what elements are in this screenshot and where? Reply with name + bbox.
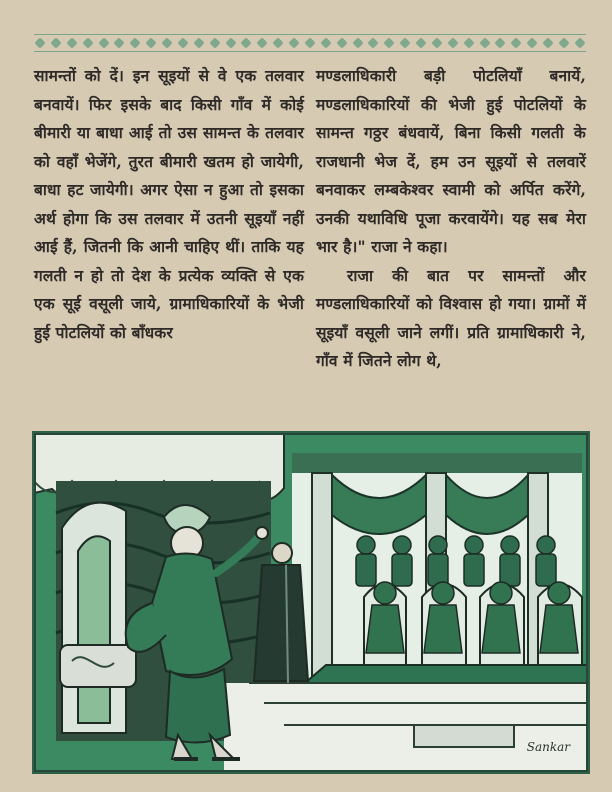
text-columns bbox=[34, 62, 586, 410]
border-motif-icon bbox=[209, 37, 221, 49]
border-motif-icon bbox=[177, 37, 189, 49]
artist-signature: Sankar bbox=[526, 740, 570, 754]
border-motif-icon bbox=[431, 37, 443, 49]
border-motif-icon bbox=[98, 37, 110, 49]
border-motif-icon bbox=[50, 37, 62, 49]
border-motif-icon bbox=[352, 37, 364, 49]
border-motif-icon bbox=[415, 37, 427, 49]
border-motif-icon bbox=[240, 37, 252, 49]
border-motif-icon bbox=[256, 37, 268, 49]
border-motif-icon bbox=[558, 37, 570, 49]
top-decorative-border bbox=[34, 34, 586, 52]
right-paragraph-2: राजा की बात पर सामन्तों और मण्डलाधिकारियों को विश्वास हो गया। ग्रामों में सूइयाँ वसूली जाने लगीं। प्रति ग्रामाधिकारी ने, गाँव में जितने लोग थे, bbox=[316, 265, 586, 370]
left-column bbox=[34, 62, 304, 410]
border-motif-icon bbox=[82, 37, 94, 49]
border-motif-icon bbox=[542, 37, 554, 49]
border-motif-icon bbox=[336, 37, 348, 49]
border-motif-icon bbox=[272, 37, 284, 49]
border-motif-icon bbox=[66, 37, 78, 49]
border-motif-icon bbox=[34, 37, 46, 49]
border-motif-icon bbox=[494, 37, 506, 49]
border-motif-icon bbox=[526, 37, 538, 49]
border-motif-icon bbox=[574, 37, 586, 49]
right-paragraph-1: मण्डलाधिकारी बड़ी पोटलियाँ बनायें, मण्डलाधिकारियों की भेजी हुई पोटलियों के सामन्त गठ्ठर बंधवायें, बिना किसी गलती के राजधानी भेज दें, हम उन सूइयों से तलवारें बनवाकर लम्बकेश्वर स्वामी को अर्पित करेंगे, उनकी यथाविधि पूजा करवायेंगे। यह सब मेरा भार है।" राजा ने कहा। bbox=[316, 66, 586, 256]
illustration-artwork bbox=[34, 433, 588, 772]
border-motif-icon bbox=[304, 37, 316, 49]
border-motif-icon bbox=[399, 37, 411, 49]
border-motif-icon bbox=[320, 37, 332, 49]
border-motif-icon bbox=[367, 37, 379, 49]
right-column bbox=[316, 62, 586, 410]
story-illustration bbox=[32, 431, 590, 774]
border-motif-icon bbox=[447, 37, 459, 49]
border-motif-icon bbox=[129, 37, 141, 49]
left-paragraph-1: सामन्तों को दें। इन सूइयों से वे एक तलवार बनवायें। फिर इसके बाद किसी गाँव में कोई बीमारी या बाधा आई तो उस सामन्त के तलवार को वहाँ भेजेंगे, तुरत बीमारी खतम हो जायेगी, बाधा हट जायेगी। अगर ऐसा न हुआ तो इसका अर्थ होगा कि उस तलवार में उतनी सूइयाँ नहीं आई हैं, जितनी कि आनी चाहिए थीं। ताकि यह गलती न हो तो देश के प्रत्येक व्यक्ति से एक एक सूई वसूली जाये, ग्रामाधिकारियों के भेजी हुई पोटलियों को बाँधकर bbox=[34, 66, 304, 342]
border-motif-icon bbox=[225, 37, 237, 49]
border-motif-icon bbox=[463, 37, 475, 49]
border-motif-icon bbox=[161, 37, 173, 49]
border-motif-icon bbox=[288, 37, 300, 49]
border-motif-icon bbox=[113, 37, 125, 49]
border-motif-icon bbox=[383, 37, 395, 49]
border-motif-icon bbox=[193, 37, 205, 49]
border-motif-icon bbox=[479, 37, 491, 49]
border-motif-icon bbox=[145, 37, 157, 49]
border-motif-icon bbox=[510, 37, 522, 49]
